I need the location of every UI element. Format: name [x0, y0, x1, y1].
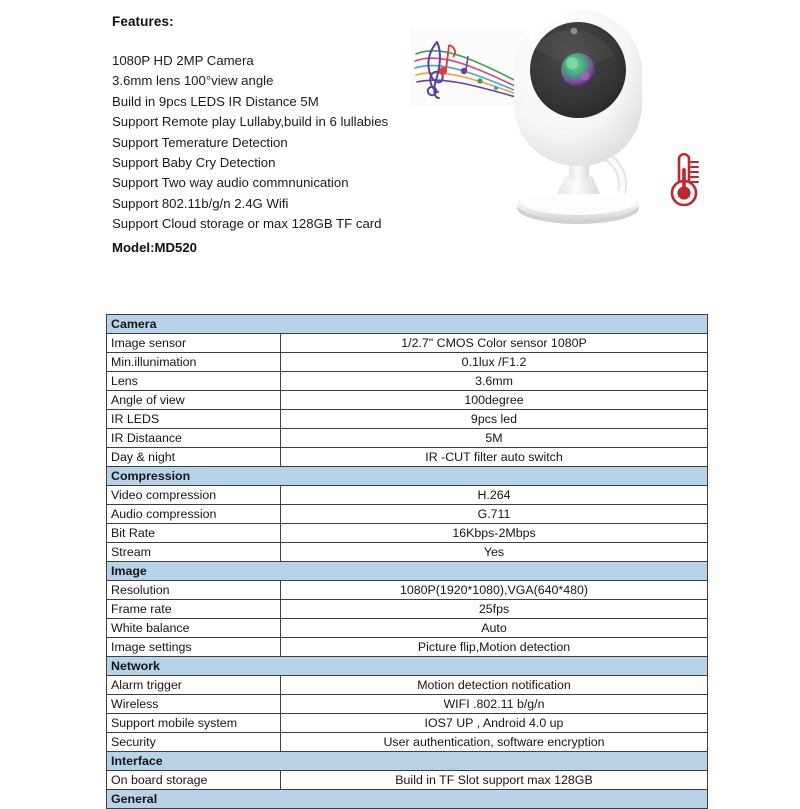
spec-row-value: IOS7 UP , Android 4.0 up — [281, 714, 708, 733]
spec-row-label: Wireless — [107, 695, 281, 714]
spec-row-label: Bit Rate — [107, 524, 281, 543]
spec-row-value: 0.1lux /F1.2 — [281, 353, 708, 372]
spec-row-label: White balance — [107, 619, 281, 638]
specification-table-body — [107, 315, 708, 809]
spec-row-label: Min.illunimation — [107, 353, 281, 372]
spec-row — [107, 714, 708, 733]
spec-row-value: 25fps — [281, 600, 708, 619]
spec-section-header-row — [107, 315, 708, 334]
spec-section-header-row — [107, 752, 708, 771]
feature-item: Support Cloud storage or max 128GB TF card — [112, 216, 382, 232]
spec-row — [107, 486, 708, 505]
spec-row-value: 3.6mm — [281, 372, 708, 391]
spec-row-value: Motion detection notification — [281, 676, 708, 695]
spec-row — [107, 543, 708, 562]
spec-row-label: Day & night — [107, 448, 281, 467]
spec-section-label: Image — [107, 562, 708, 581]
spec-row — [107, 391, 708, 410]
features-block — [112, 14, 452, 235]
spec-section-label: General — [107, 790, 708, 809]
feature-item: 3.6mm lens 100°view angle — [112, 73, 274, 89]
spec-row — [107, 448, 708, 467]
feature-item: Support Remote play Lullaby,build in 6 lullabies — [112, 114, 389, 130]
spec-section-label: Compression — [107, 467, 708, 486]
spec-row-value: IR -CUT filter auto switch — [281, 448, 708, 467]
spec-row-label: Angle of view — [107, 391, 281, 410]
spec-row-value: 100degree — [281, 391, 708, 410]
spec-row-label: Resolution — [107, 581, 281, 600]
spec-row — [107, 638, 708, 657]
feature-item: Build in 9pcs LEDS IR Distance 5M — [112, 93, 319, 109]
features-list — [112, 51, 452, 235]
spec-row — [107, 429, 708, 448]
spec-row-label: Frame rate — [107, 600, 281, 619]
spec-row — [107, 581, 708, 600]
spec-section-header-row — [107, 562, 708, 581]
spec-row-value: WIFI .802.11 b/g/n — [281, 695, 708, 714]
spec-row-value: Picture flip,Motion detection — [281, 638, 708, 657]
spec-row-label: Security — [107, 733, 281, 752]
spec-row-value: 1080P(1920*1080),VGA(640*480) — [281, 581, 708, 600]
spec-row — [107, 619, 708, 638]
spec-row-value: User authentication, software encryption — [281, 733, 708, 752]
spec-row-label: On board storage — [107, 771, 281, 790]
spec-row-label: Lens — [107, 372, 281, 391]
spec-row-value: 9pcs led — [281, 410, 708, 429]
spec-row-label: Image settings — [107, 638, 281, 657]
spec-row — [107, 372, 708, 391]
specification-table — [106, 314, 708, 809]
spec-row-label: Support mobile system — [107, 714, 281, 733]
spec-section-label: Camera — [107, 315, 708, 334]
feature-item: Support 802.11b/g/n 2.4G Wifi — [112, 195, 289, 211]
spec-row-value: G.711 — [281, 505, 708, 524]
spec-section-header-row — [107, 657, 708, 676]
spec-section-header-row — [107, 467, 708, 486]
spec-row-label: Stream — [107, 543, 281, 562]
spec-row — [107, 410, 708, 429]
spec-row-label: Audio compression — [107, 505, 281, 524]
spec-row-value: Auto — [281, 619, 708, 638]
spec-row-label: IR Distaance — [107, 429, 281, 448]
thermometer-icon — [657, 148, 701, 210]
spec-row — [107, 334, 708, 353]
spec-row-value: H.264 — [281, 486, 708, 505]
spec-row — [107, 505, 708, 524]
spec-row-label: IR LEDS — [107, 410, 281, 429]
camera-product-image — [495, 0, 670, 240]
model-label: Model:MD520 — [112, 240, 197, 255]
spec-row — [107, 676, 708, 695]
spec-row — [107, 353, 708, 372]
feature-item: Support Two way audio commnunication — [112, 175, 349, 191]
spec-row — [107, 771, 708, 790]
spec-row — [107, 524, 708, 543]
spec-section-label: Network — [107, 657, 708, 676]
spec-row-value: 1/2.7" CMOS Color sensor 1080P — [281, 334, 708, 353]
feature-item: 1080P HD 2MP Camera — [112, 53, 254, 68]
spec-row-value: Build in TF Slot support max 128GB — [281, 771, 708, 790]
spec-row — [107, 600, 708, 619]
features-heading: Features: — [112, 14, 174, 29]
spec-row-label: Image sensor — [107, 334, 281, 353]
spec-row-value: 16Kbps-2Mbps — [281, 524, 708, 543]
spec-row-label: Video compression — [107, 486, 281, 505]
spec-row — [107, 695, 708, 714]
spec-row-label: Alarm trigger — [107, 676, 281, 695]
feature-item: Support Temerature Detection — [112, 134, 288, 150]
spec-section-header-row — [107, 790, 708, 809]
spec-row-value: Yes — [281, 543, 708, 562]
feature-item: Support Baby Cry Detection — [112, 155, 276, 171]
spec-section-label: Interface — [107, 752, 708, 771]
spec-row — [107, 733, 708, 752]
spec-row-value: 5M — [281, 429, 708, 448]
